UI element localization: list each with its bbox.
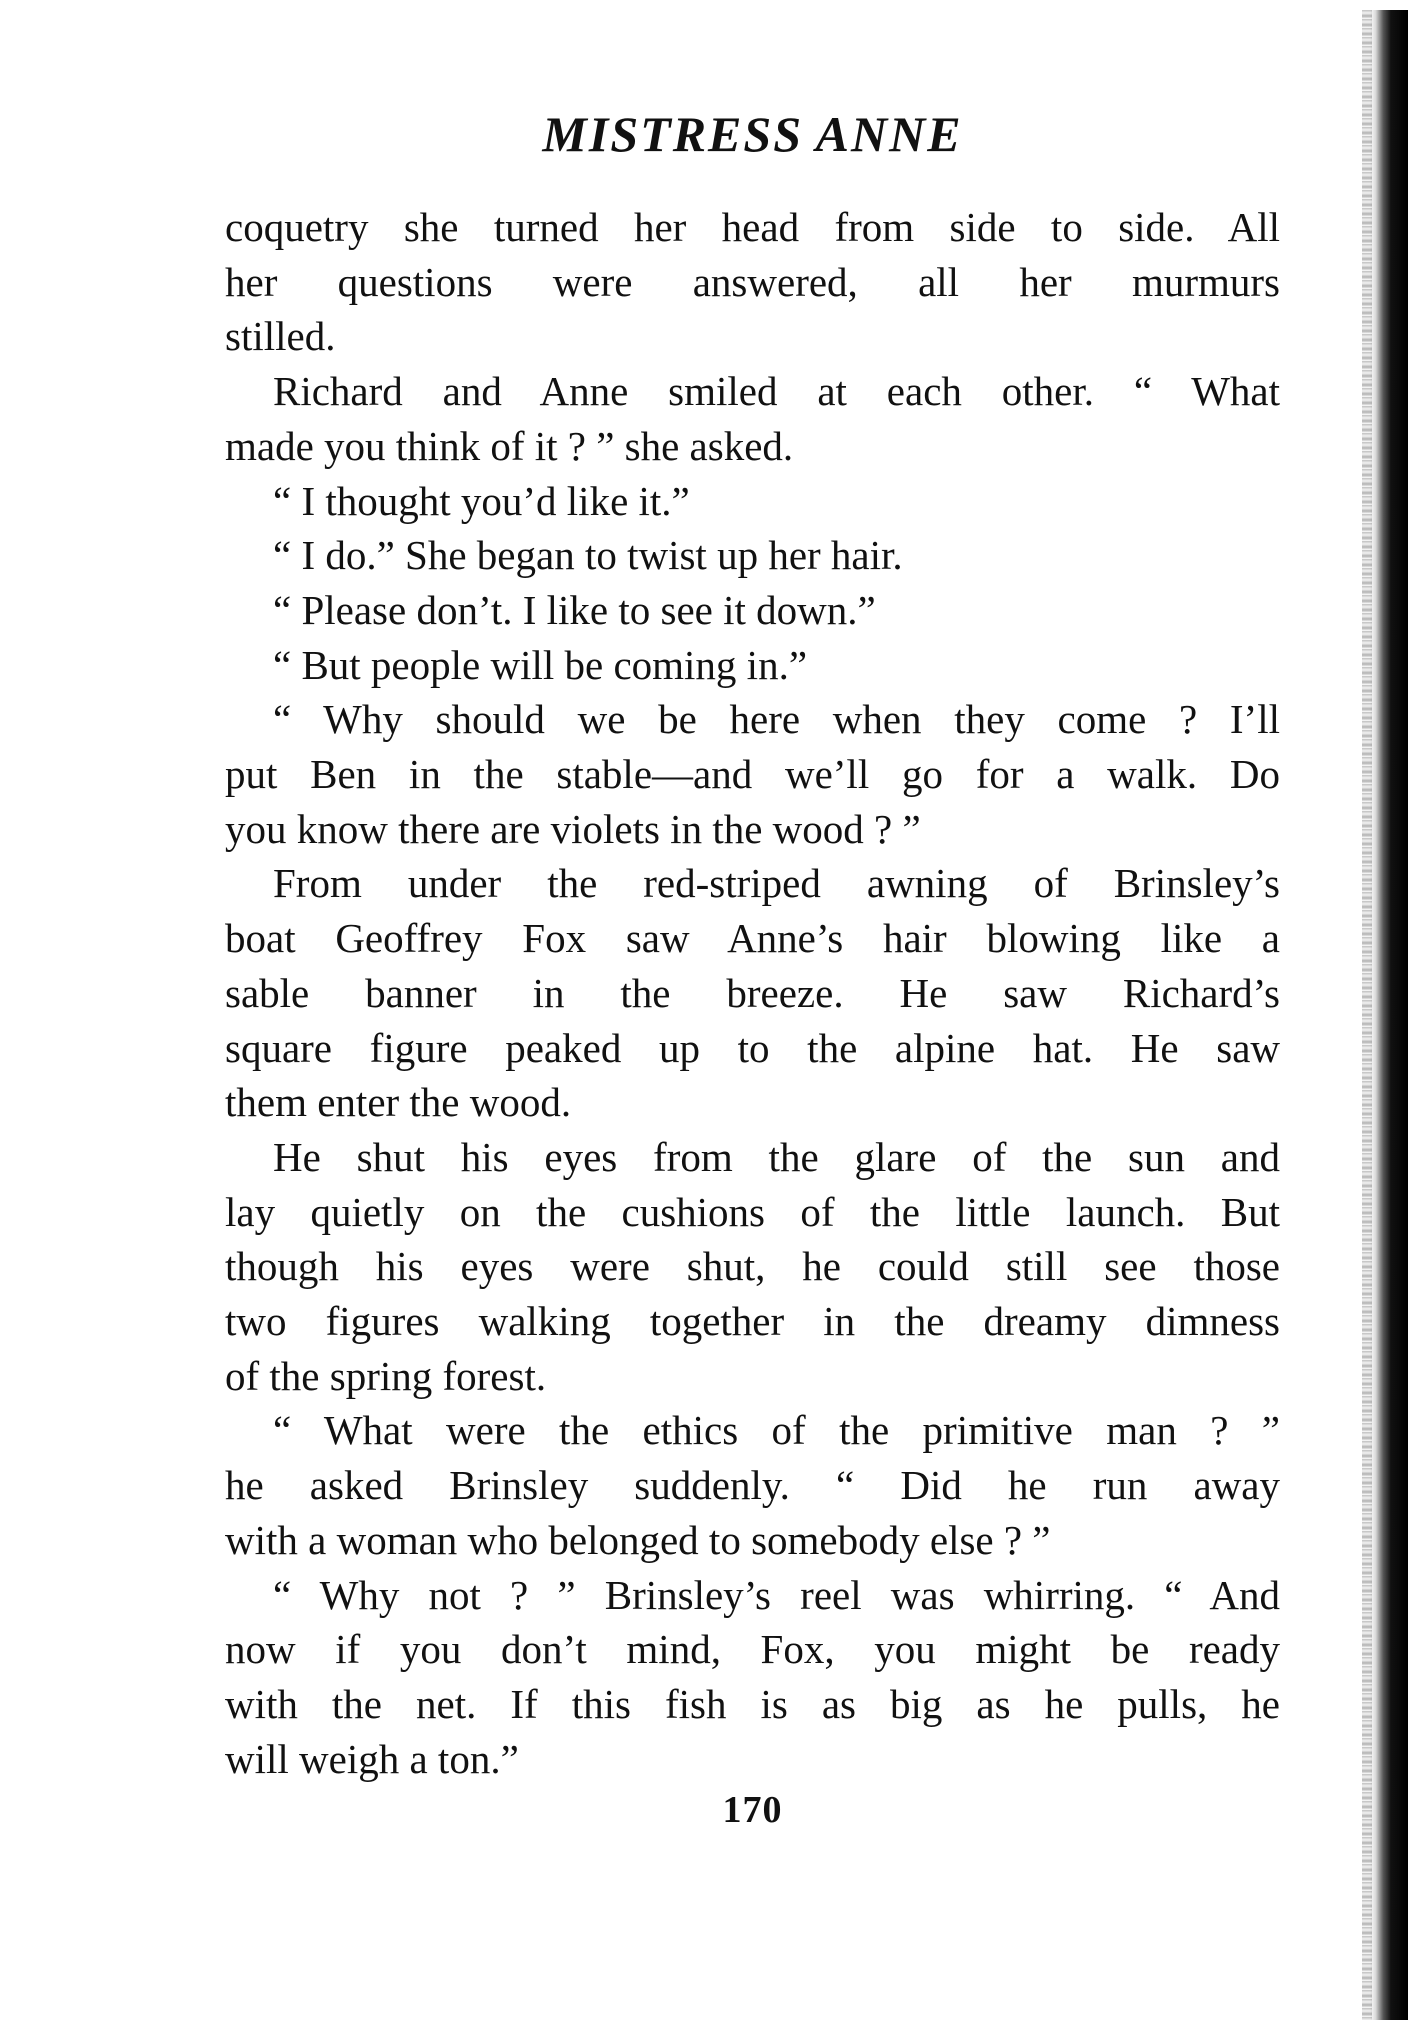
text-line: made you think of it ? ” she asked. [225,422,794,469]
text-line: put Ben in the stable—and we’ll go for a walk. Do [225,751,1280,798]
text-line: square figure peaked up to the alpine hat. He saw [225,1024,1280,1071]
body-text [225,200,1280,1786]
text-line: he asked Brinsley suddenly. “ Did he run away [225,1462,1280,1509]
text-line: He shut his eyes from the glare of the sun and [273,1133,1280,1180]
text-line: From under the red-striped awning of Brinsley’s [273,860,1280,907]
text-line: them enter the wood. [225,1079,572,1126]
page-number: 170 [722,1789,783,1831]
text-line: “ Why should we be here when they come ? I’ll [273,696,1280,743]
text-line: though his eyes were shut, he could still see those [225,1243,1280,1290]
text-line: two figures walking together in the dreamy dimness [225,1298,1280,1345]
text-line: stilled. [225,313,336,360]
text-line: Richard and Anne smiled at each other. “ What [273,368,1280,415]
page-edge-shadow [1370,10,1408,2020]
text-line: coquetry she turned her head from side to side. All [225,204,1280,250]
text-line: “ Please don’t. I like to see it down.” [273,586,876,633]
text-line: with a woman who belonged to somebody else ? ” [225,1516,1051,1563]
text-line: you know there are violets in the wood ? ” [225,805,921,852]
text-line: of the spring forest. [225,1352,547,1399]
text-line: will weigh a ton.” [225,1735,519,1782]
text-line: with the net. If this fish is as big as he pulls, he [225,1680,1280,1727]
text-line: “ I thought you’d like it.” [273,477,690,524]
text-line: her questions were answered, all her murmurs [225,258,1280,305]
text-line: “ What were the ethics of the primitive man ? ” [273,1407,1280,1454]
text-line: now if you don’t mind, Fox, you might be ready [225,1626,1280,1673]
text-line: sable banner in the breeze. He saw Richard’s [225,969,1280,1016]
text-line: “ I do.” She began to twist up her hair. [273,532,903,579]
text-line: lay quietly on the cushions of the little launch. But [225,1188,1280,1235]
running-head-title: MISTRESS ANNE [542,106,963,162]
text-line: boat Geoffrey Fox saw Anne’s hair blowing like a [225,915,1280,962]
text-line: “ Why not ? ” Brinsley’s reel was whirring. “ And [273,1571,1280,1618]
text-line: “ But people will be coming in.” [273,641,808,688]
